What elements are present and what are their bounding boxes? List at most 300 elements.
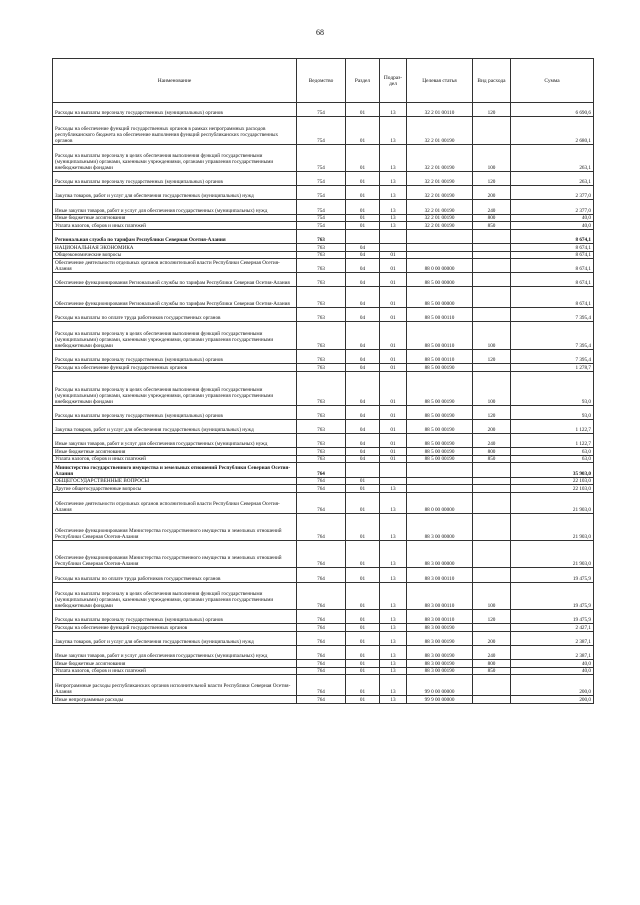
page-number: 68 — [316, 28, 324, 37]
cell-dept: 764 — [297, 492, 346, 513]
cell-sum: 2 427,1 — [511, 624, 594, 632]
cell-exp-type — [473, 243, 511, 251]
cell-dept: 763 — [297, 229, 346, 243]
cell-sum: 21 903,0 — [511, 513, 594, 540]
cell-dept: 764 — [297, 485, 346, 493]
cell-sum: 22 103,0 — [511, 485, 594, 493]
table-row — [53, 540, 594, 567]
cell-subsection: 01 — [380, 371, 407, 405]
cell-subsection: 13 — [380, 117, 407, 144]
cell-section: 01 — [346, 485, 380, 493]
cell-exp-type — [473, 364, 511, 372]
cell-name: Расходы на выплаты персоналу государственных (муниципальных) органов — [53, 349, 297, 363]
cell-subsection: 01 — [380, 273, 407, 287]
cell-subsection: 13 — [380, 513, 407, 540]
table-row — [53, 243, 594, 251]
cell-section: 04 — [346, 419, 380, 433]
cell-subsection: 01 — [380, 448, 407, 456]
cell-dept: 764 — [297, 624, 346, 632]
cell-exp-type — [473, 463, 511, 477]
cell-name: Расходы на выплаты персоналу государственных (муниципальных) органов — [53, 405, 297, 419]
cell-exp-type: 800 — [473, 660, 511, 668]
cell-dept: 763 — [297, 273, 346, 287]
table-row — [53, 667, 594, 675]
cell-section: 01 — [346, 214, 380, 222]
table-row — [53, 477, 594, 485]
cell-name: НАЦИОНАЛЬНАЯ ЭКОНОМИКА — [53, 243, 297, 251]
table-row — [53, 492, 594, 513]
cell-section: 04 — [346, 371, 380, 405]
cell-subsection: 01 — [380, 405, 407, 419]
cell-subsection: 01 — [380, 364, 407, 372]
cell-subsection: 13 — [380, 667, 407, 675]
table-row — [53, 273, 594, 287]
cell-exp-type — [473, 540, 511, 567]
cell-sum: 19 475,9 — [511, 609, 594, 623]
table-row — [53, 229, 594, 243]
cell-section: 04 — [346, 287, 380, 308]
cell-section: 04 — [346, 364, 380, 372]
cell-section: 01 — [346, 477, 380, 485]
cell-subsection: 13 — [380, 222, 407, 230]
cell-sum: 8 674,1 — [511, 287, 594, 308]
budget-table — [52, 58, 594, 704]
cell-section — [346, 463, 380, 477]
cell-dept: 763 — [297, 243, 346, 251]
cell-sum: 40,0 — [511, 667, 594, 675]
cell-subsection — [380, 243, 407, 251]
cell-section: 04 — [346, 322, 380, 349]
cell-subsection — [380, 477, 407, 485]
cell-section: 04 — [346, 308, 380, 322]
cell-dept: 763 — [297, 371, 346, 405]
cell-exp-type: 100 — [473, 582, 511, 609]
cell-name: Иные бюджетные ассигнования — [53, 448, 297, 456]
cell-section: 01 — [346, 609, 380, 623]
cell-dept: 763 — [297, 434, 346, 448]
cell-subsection: 01 — [380, 455, 407, 463]
cell-name: Обеспечение функционирования Региональной службы по тарифам Республики Северная Осетия-Алания — [53, 287, 297, 308]
cell-sum: 2 377,0 — [511, 186, 594, 200]
cell-target: 88 3 00 00110 — [407, 582, 473, 609]
cell-sum: 6 690,6 — [511, 103, 594, 117]
cell-target: 88 0 00 00000 — [407, 492, 473, 513]
cell-exp-type — [473, 251, 511, 259]
cell-target: 88 5 00 00190 — [407, 434, 473, 448]
table-row — [53, 568, 594, 582]
cell-subsection: 01 — [380, 308, 407, 322]
cell-subsection: 13 — [380, 675, 407, 696]
table-row — [53, 371, 594, 405]
cell-section: 04 — [346, 455, 380, 463]
cell-exp-type — [473, 485, 511, 493]
cell-name: Закупка товаров, работ и услуг для обеспечения государственных (муниципальных) нужд — [53, 419, 297, 433]
cell-exp-type — [473, 229, 511, 243]
table-row — [53, 349, 594, 363]
cell-exp-type: 120 — [473, 349, 511, 363]
cell-name: Уплата налогов, сборов и иных платежей — [53, 667, 297, 675]
table-row — [53, 485, 594, 493]
cell-section: 01 — [346, 667, 380, 675]
cell-sum: 8 674,1 — [511, 251, 594, 259]
cell-name: Расходы на выплаты персоналу в целях обеспечения выполнения функций государственными (муниципальными) органами, казенными учреждениями, органами управления государственными внебюджетными фондами — [53, 144, 297, 171]
cell-exp-type: 240 — [473, 645, 511, 659]
cell-exp-type: 800 — [473, 448, 511, 456]
cell-name: Уплата налогов, сборов и иных платежей — [53, 222, 297, 230]
cell-dept: 764 — [297, 675, 346, 696]
cell-target: 88 3 00 00110 — [407, 609, 473, 623]
cell-exp-type — [473, 308, 511, 322]
table-row — [53, 103, 594, 117]
cell-target: 88 3 00 00190 — [407, 645, 473, 659]
cell-exp-type: 120 — [473, 609, 511, 623]
table-row — [53, 200, 594, 214]
cell-dept: 754 — [297, 103, 346, 117]
table-row — [53, 660, 594, 668]
cell-exp-type — [473, 117, 511, 144]
cell-dept: 763 — [297, 455, 346, 463]
table-row — [53, 513, 594, 540]
cell-name: Расходы на выплаты персоналу государственных (муниципальных) органов — [53, 609, 297, 623]
cell-name: Обеспечение функционирования Министерства государственного имущества и земельных отношений Республики Северная Осетия-Алания — [53, 540, 297, 567]
table-row — [53, 463, 594, 477]
cell-name: Расходы на выплаты персоналу государственных (муниципальных) органов — [53, 103, 297, 117]
cell-exp-type — [473, 696, 511, 704]
table-row — [53, 434, 594, 448]
cell-sum: 263,1 — [511, 144, 594, 171]
cell-dept: 763 — [297, 251, 346, 259]
cell-dept: 754 — [297, 171, 346, 185]
cell-section: 04 — [346, 434, 380, 448]
header-dept: Ведомство — [297, 59, 346, 103]
header-subsection: Подраз-дел — [380, 59, 407, 103]
table-row — [53, 251, 594, 259]
cell-dept: 754 — [297, 144, 346, 171]
cell-dept: 754 — [297, 200, 346, 214]
cell-target — [407, 251, 473, 259]
cell-name: Уплата налогов, сборов и иных платежей — [53, 455, 297, 463]
cell-section: 01 — [346, 222, 380, 230]
cell-section: 01 — [346, 144, 380, 171]
header-section: Раздел — [346, 59, 380, 103]
cell-exp-type — [473, 273, 511, 287]
cell-name: Иные закупки товаров, работ и услуг для обеспечения государственных (муниципальных) нужд — [53, 645, 297, 659]
cell-name: Иные бюджетные ассигнования — [53, 214, 297, 222]
cell-exp-type: 800 — [473, 214, 511, 222]
cell-exp-type: 100 — [473, 144, 511, 171]
table-row — [53, 287, 594, 308]
cell-subsection: 13 — [380, 200, 407, 214]
cell-section: 01 — [346, 645, 380, 659]
cell-sum: 2 387,1 — [511, 631, 594, 645]
cell-name: Расходы на выплаты персоналу в целях обеспечения выполнения функций государственными (муниципальными) органами, казенными учреждениями, органами управления государственными внебюджетными фондами — [53, 322, 297, 349]
cell-name: Иные закупки товаров, работ и услуг для обеспечения государственных (муниципальных) нужд — [53, 200, 297, 214]
cell-subsection: 13 — [380, 696, 407, 704]
cell-dept: 763 — [297, 419, 346, 433]
cell-dept: 764 — [297, 477, 346, 485]
cell-name: ОБЩЕГОСУДАРСТВЕННЫЕ ВОПРОСЫ — [53, 477, 297, 485]
cell-section: 01 — [346, 171, 380, 185]
cell-exp-type: 200 — [473, 631, 511, 645]
cell-target: 88 5 00 00190 — [407, 405, 473, 419]
cell-subsection: 13 — [380, 171, 407, 185]
cell-target: 32 2 01 00190 — [407, 222, 473, 230]
cell-subsection: 13 — [380, 485, 407, 493]
cell-section: 04 — [346, 243, 380, 251]
cell-section: 01 — [346, 568, 380, 582]
cell-dept: 764 — [297, 660, 346, 668]
cell-dept: 763 — [297, 259, 346, 273]
cell-dept: 764 — [297, 667, 346, 675]
cell-sum: 40,0 — [511, 214, 594, 222]
cell-section: 01 — [346, 675, 380, 696]
cell-section: 04 — [346, 405, 380, 419]
cell-sum: 7 395,4 — [511, 349, 594, 363]
cell-target: 88 5 00 00000 — [407, 273, 473, 287]
cell-dept: 754 — [297, 117, 346, 144]
cell-sum: 200,0 — [511, 675, 594, 696]
cell-name: Обеспечение деятельности отдельных органов исполнительной власти Республики Северная Осетия-Алания — [53, 492, 297, 513]
cell-exp-type — [473, 624, 511, 632]
cell-target: 32 2 01 00110 — [407, 103, 473, 117]
cell-target: 88 5 00 00110 — [407, 349, 473, 363]
cell-target: 88 5 00 00110 — [407, 322, 473, 349]
cell-target: 99 9 00 00000 — [407, 696, 473, 704]
cell-target: 88 5 00 00110 — [407, 308, 473, 322]
cell-section: 01 — [346, 631, 380, 645]
cell-name: Иные закупки товаров, работ и услуг для обеспечения государственных (муниципальных) нужд — [53, 434, 297, 448]
cell-exp-type — [473, 259, 511, 273]
cell-dept: 763 — [297, 349, 346, 363]
cell-dept: 764 — [297, 463, 346, 477]
cell-target: 88 3 00 00190 — [407, 631, 473, 645]
cell-section: 04 — [346, 349, 380, 363]
cell-target: 32 2 01 00190 — [407, 214, 473, 222]
cell-section: 01 — [346, 117, 380, 144]
cell-subsection — [380, 229, 407, 243]
table-row — [53, 696, 594, 704]
cell-name: Обеспечение деятельности отдельных органов исполнительной власти Республики Северная Осетия-Алания — [53, 259, 297, 273]
cell-exp-type — [473, 513, 511, 540]
cell-target — [407, 477, 473, 485]
cell-name: Расходы на выплаты персоналу в целях обеспечения выполнения функций государственными (муниципальными) органами, казенными учреждениями, органами управления государственными внебюджетными фондами — [53, 371, 297, 405]
cell-sum: 1 122,7 — [511, 434, 594, 448]
cell-dept: 764 — [297, 696, 346, 704]
cell-dept: 763 — [297, 448, 346, 456]
table-row — [53, 259, 594, 273]
cell-exp-type — [473, 287, 511, 308]
cell-section: 01 — [346, 582, 380, 609]
cell-target: 88 3 00 00190 — [407, 660, 473, 668]
cell-name: Расходы на выплаты персоналу в целях обеспечения выполнения функций государственными (муниципальными) органами, казенными учреждениями, органами управления государственными внебюджетными фондами — [53, 582, 297, 609]
cell-subsection: 13 — [380, 103, 407, 117]
cell-sum: 40,0 — [511, 660, 594, 668]
cell-dept: 763 — [297, 322, 346, 349]
cell-exp-type: 100 — [473, 322, 511, 349]
header-sum: Сумма — [511, 59, 594, 103]
cell-subsection: 13 — [380, 645, 407, 659]
cell-target: 88 3 00 00000 — [407, 540, 473, 567]
cell-name: Закупка товаров, работ и услуг для обеспечения государственных (муниципальных) нужд — [53, 186, 297, 200]
cell-target: 88 5 00 00000 — [407, 287, 473, 308]
cell-name: Расходы на выплаты по оплате труда работников государственных органов — [53, 308, 297, 322]
cell-subsection: 01 — [380, 434, 407, 448]
cell-exp-type: 120 — [473, 405, 511, 419]
cell-exp-type: 200 — [473, 186, 511, 200]
cell-target — [407, 229, 473, 243]
cell-section: 04 — [346, 448, 380, 456]
cell-sum: 1 278,7 — [511, 364, 594, 372]
cell-dept: 764 — [297, 540, 346, 567]
cell-target: 88 5 00 00190 — [407, 448, 473, 456]
cell-sum: 63,0 — [511, 448, 594, 456]
cell-target: 32 2 01 00190 — [407, 200, 473, 214]
cell-subsection: 13 — [380, 631, 407, 645]
table-row — [53, 645, 594, 659]
cell-dept: 763 — [297, 364, 346, 372]
cell-sum: 22 103,0 — [511, 477, 594, 485]
cell-section: 01 — [346, 492, 380, 513]
cell-subsection: 01 — [380, 259, 407, 273]
cell-target: 32 2 01 00190 — [407, 171, 473, 185]
cell-name: Расходы на выплаты персоналу государственных (муниципальных) органов — [53, 171, 297, 185]
cell-subsection: 01 — [380, 251, 407, 259]
cell-target: 88 0 00 00000 — [407, 259, 473, 273]
cell-name: Другие общегосударственные вопросы — [53, 485, 297, 493]
header-row — [53, 59, 594, 103]
cell-name: Обеспечение функционирования Региональной службы по тарифам Республики Северная Осетия-Алания — [53, 273, 297, 287]
cell-name: Иные непрограммные расходы — [53, 696, 297, 704]
cell-sum: 2 680,1 — [511, 117, 594, 144]
cell-dept: 764 — [297, 645, 346, 659]
cell-target: 88 5 00 00190 — [407, 371, 473, 405]
cell-subsection: 13 — [380, 568, 407, 582]
cell-sum: 19 475,9 — [511, 582, 594, 609]
cell-exp-type: 100 — [473, 371, 511, 405]
cell-sum: 8 674,1 — [511, 243, 594, 251]
cell-section: 01 — [346, 200, 380, 214]
cell-target: 88 5 00 00190 — [407, 455, 473, 463]
cell-target: 88 5 00 00190 — [407, 364, 473, 372]
cell-exp-type: 850 — [473, 667, 511, 675]
cell-sum: 8 674,1 — [511, 259, 594, 273]
header-exp-type: Вид расхода — [473, 59, 511, 103]
table-row — [53, 117, 594, 144]
cell-target — [407, 463, 473, 477]
cell-exp-type: 200 — [473, 419, 511, 433]
cell-section: 01 — [346, 696, 380, 704]
cell-section: 04 — [346, 251, 380, 259]
header-target: Целевая статья — [407, 59, 473, 103]
cell-target: 32 2 01 00190 — [407, 117, 473, 144]
cell-sum: 40,0 — [511, 222, 594, 230]
table-row — [53, 214, 594, 222]
cell-dept: 764 — [297, 609, 346, 623]
cell-dept: 763 — [297, 287, 346, 308]
cell-subsection: 13 — [380, 214, 407, 222]
table-row — [53, 222, 594, 230]
cell-sum: 35 903,0 — [511, 463, 594, 477]
cell-name: Непрограммные расходы республиканских органов исполнительной власти Республики Северная Осетия-Алания — [53, 675, 297, 696]
cell-dept: 763 — [297, 405, 346, 419]
cell-name: Закупка товаров, работ и услуг для обеспечения государственных (муниципальных) нужд — [53, 631, 297, 645]
cell-subsection: 01 — [380, 419, 407, 433]
table-row — [53, 308, 594, 322]
cell-dept: 763 — [297, 308, 346, 322]
cell-subsection: 13 — [380, 660, 407, 668]
cell-section: 01 — [346, 186, 380, 200]
cell-section: 04 — [346, 259, 380, 273]
cell-name: Иные бюджетные ассигнования — [53, 660, 297, 668]
cell-target: 88 3 00 00000 — [407, 513, 473, 540]
cell-exp-type: 850 — [473, 455, 511, 463]
cell-name: Расходы на обеспечение функций государственных органов в рамках непрограммных расходов республиканского бюджета на обеспечение выполнения функций республиканских государственных органов — [53, 117, 297, 144]
cell-name: Расходы на выплаты по оплате труда работников государственных органов — [53, 568, 297, 582]
cell-sum: 93,0 — [511, 405, 594, 419]
cell-subsection: 13 — [380, 624, 407, 632]
cell-exp-type: 240 — [473, 200, 511, 214]
cell-sum: 63,0 — [511, 455, 594, 463]
cell-target — [407, 243, 473, 251]
cell-sum: 263,1 — [511, 171, 594, 185]
cell-exp-type — [473, 477, 511, 485]
cell-subsection: 01 — [380, 349, 407, 363]
cell-target: 32 2 01 00190 — [407, 186, 473, 200]
cell-subsection: 01 — [380, 287, 407, 308]
cell-sum: 200,0 — [511, 696, 594, 704]
cell-name: Региональная служба по тарифам Республики Северная Осетия-Алания — [53, 229, 297, 243]
table-row — [53, 675, 594, 696]
cell-dept: 764 — [297, 631, 346, 645]
cell-section: 01 — [346, 660, 380, 668]
cell-subsection: 13 — [380, 492, 407, 513]
cell-subsection: 13 — [380, 540, 407, 567]
cell-sum: 8 674,1 — [511, 273, 594, 287]
table-row — [53, 405, 594, 419]
cell-exp-type: 240 — [473, 434, 511, 448]
cell-sum: 2 377,0 — [511, 200, 594, 214]
table-row — [53, 364, 594, 372]
cell-sum: 8 674,1 — [511, 229, 594, 243]
cell-sum: 21 903,0 — [511, 492, 594, 513]
cell-target: 99 0 00 00000 — [407, 675, 473, 696]
cell-target: 88 3 00 00110 — [407, 568, 473, 582]
cell-subsection — [380, 463, 407, 477]
cell-name: Общеэкономические вопросы — [53, 251, 297, 259]
cell-subsection: 13 — [380, 186, 407, 200]
cell-dept: 764 — [297, 568, 346, 582]
cell-section — [346, 229, 380, 243]
cell-sum: 2 387,1 — [511, 645, 594, 659]
cell-exp-type — [473, 675, 511, 696]
cell-exp-type — [473, 568, 511, 582]
cell-name: Обеспечение функционирования Министерства государственного имущества и земельных отношений Республики Северная Осетия-Алания — [53, 513, 297, 540]
cell-section: 04 — [346, 273, 380, 287]
cell-target: 32 2 01 00190 — [407, 144, 473, 171]
cell-sum: 19 475,9 — [511, 568, 594, 582]
cell-exp-type: 120 — [473, 171, 511, 185]
cell-section: 01 — [346, 540, 380, 567]
cell-subsection: 13 — [380, 609, 407, 623]
table-row — [53, 171, 594, 185]
header-name: Наименование — [53, 59, 297, 103]
cell-subsection: 13 — [380, 582, 407, 609]
cell-exp-type — [473, 492, 511, 513]
cell-dept: 754 — [297, 222, 346, 230]
table-body — [53, 103, 594, 704]
table-row — [53, 624, 594, 632]
cell-name: Расходы на обеспечение функций государственных органов — [53, 624, 297, 632]
